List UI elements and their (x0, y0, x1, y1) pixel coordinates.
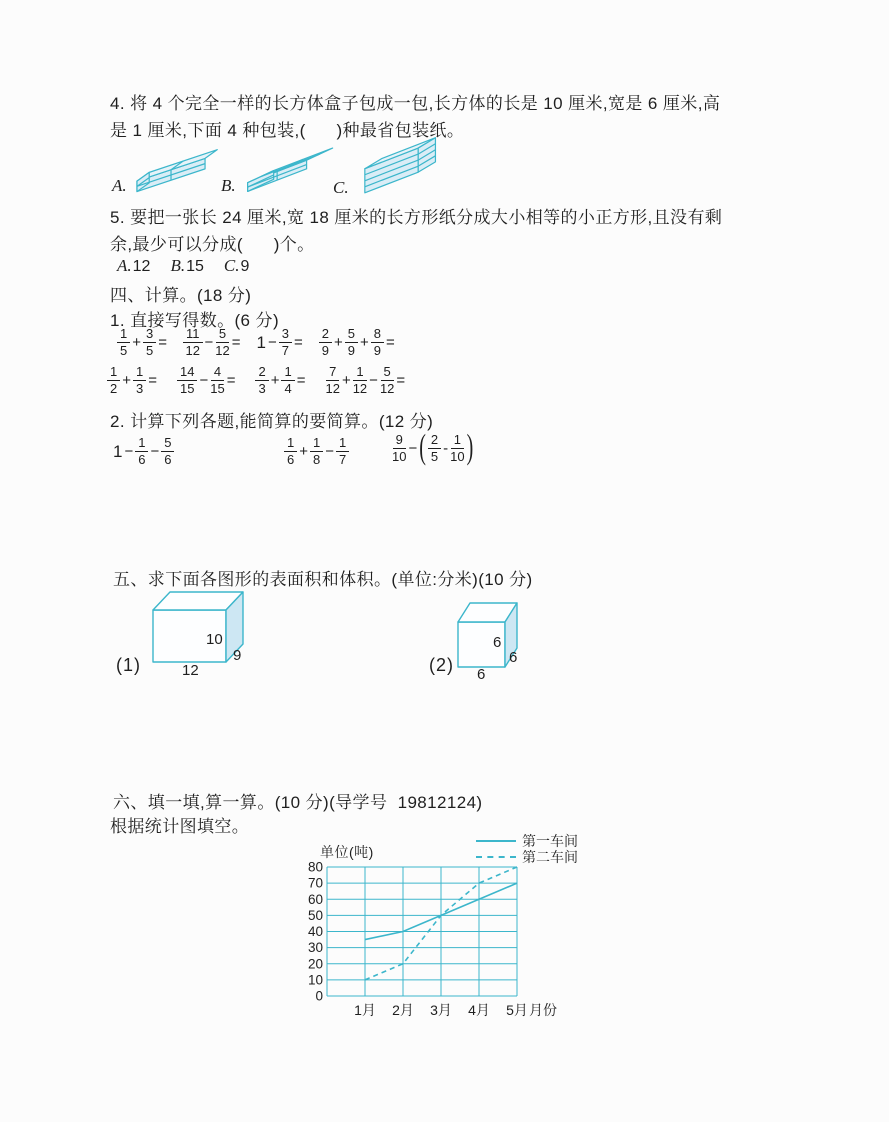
operator: = (296, 372, 306, 390)
section-4-sub2-title: 2. 计算下列各题,能简算的要简算。(12 分) (110, 412, 434, 431)
legend-solid-line-icon (476, 840, 516, 842)
legend-label-workshop-2: 第二车间 (522, 849, 578, 865)
x-tick-label: 5月 (506, 1002, 528, 1018)
fraction: $\frac{1}{2}$ (107, 365, 120, 397)
fraction: $\frac{1}{5}$ (117, 327, 130, 359)
option-a-letter: A. (117, 256, 132, 275)
x-tick-label: 4月 (468, 1002, 490, 1018)
question-5-line-1: 5. 要把一张长 24 厘米,宽 18 厘米的长方形纸分成大小相等的小正方形,且没有剩 (110, 208, 723, 227)
token: 1 (113, 441, 123, 461)
expression-1-2-plus-1-3 (106, 365, 158, 397)
fraction: $\frac{1}{8}$ (310, 436, 323, 468)
y-tick-label: 10 (307, 972, 323, 988)
operator: = (226, 372, 236, 390)
fraction: $\frac{1}{6}$ (135, 436, 148, 468)
y-tick-label: 50 (307, 907, 323, 923)
operator: − (408, 440, 418, 458)
expression-2-9-plus-5-9-plus-8-9 (318, 327, 396, 359)
fraction: $\frac{3}{5}$ (143, 327, 156, 359)
token: 1 (256, 332, 266, 352)
fraction: $\frac{5}{9}$ (345, 327, 358, 359)
operator: − (369, 372, 378, 390)
dimension-label-length: 12 (182, 662, 199, 679)
operator: + (299, 443, 308, 461)
expression-7-12-plus-1-12-minus-5-12 (324, 365, 406, 397)
simplify-expression-2 (283, 436, 350, 468)
option-b-label: B. (221, 176, 236, 195)
question-5-line-2: 余,最少可以分成( )个。 (110, 235, 315, 254)
y-tick-label: 60 (307, 891, 323, 907)
operator: = (231, 334, 241, 352)
fraction: $\frac{5}{12}$ (379, 364, 395, 397)
operator: + (333, 334, 343, 352)
question-5-options (117, 256, 249, 276)
y-tick-label: 30 (307, 940, 323, 956)
operator: − (267, 334, 277, 352)
fraction: $\frac{2}{5}$ (428, 433, 441, 465)
fraction: $\frac{14}{15}$ (177, 365, 197, 397)
package-option-a (112, 140, 226, 196)
fraction: $\frac{1}{7}$ (336, 436, 349, 468)
package-option-c (333, 136, 450, 198)
section-6-title: 六、填一填,算一算。(10 分)(导学号 19812124) (113, 793, 483, 812)
section-6-subtitle: 根据统计图填空。 (110, 817, 250, 836)
option-c-label: C. (333, 178, 349, 197)
y-tick-label: 40 (307, 924, 323, 939)
option-b (170, 256, 203, 276)
simplify-expression-1 (112, 436, 175, 468)
question-4-line-2: 是 1 厘米,下面 4 种包装,( )种最省包装纸。 (110, 121, 465, 140)
option-a-value: 12 (132, 258, 151, 275)
expression-11-12-minus-5-12 (182, 327, 242, 359)
operator: = (158, 334, 167, 352)
fraction: $\frac{1}{6}$ (284, 436, 297, 468)
chart-plot-area (300, 857, 600, 1029)
y-tick-label: 20 (307, 956, 323, 972)
fraction: $\frac{1}{3}$ (133, 365, 146, 397)
fraction: $\frac{4}{15}$ (210, 364, 225, 397)
question-4-line-1: 4. 将 4 个完全一样的长方体盒子包成一包,长方体的长是 10 厘米,宽是 6 厘米,高 (110, 94, 721, 113)
operator: + (132, 334, 141, 352)
fraction: $\frac{8}{9}$ (371, 327, 384, 359)
production-line-chart (300, 833, 640, 1045)
fraction: $\frac{1}{12}$ (352, 364, 368, 397)
operator: − (199, 372, 209, 390)
dimension-label-height: 10 (206, 631, 223, 648)
fraction: $\frac{1}{10}$ (450, 432, 465, 465)
operator: − (150, 443, 160, 461)
operator: + (341, 372, 351, 390)
x-tick-label: 1月 (354, 1002, 376, 1018)
option-a-label: A. (112, 176, 127, 195)
expression-1-5-plus-3-5 (116, 327, 168, 359)
fraction: $\frac{5}{6}$ (161, 436, 174, 468)
cube-label-front: 6 (493, 634, 502, 651)
operator: = (148, 372, 157, 390)
section-4-sub1-title: 1. 直接写得数。(6 分) (110, 311, 280, 330)
fraction: $\frac{11}{12}$ (183, 327, 203, 359)
operator: - (443, 440, 449, 458)
operator: = (293, 334, 303, 352)
dimension-label-depth: 9 (233, 647, 242, 664)
quick-calc-row-1 (116, 327, 396, 359)
cube-label-depth: 6 (509, 649, 518, 666)
quick-calc-row-2 (106, 365, 406, 397)
operator: = (385, 334, 395, 352)
box-diagram-a (130, 140, 226, 196)
x-axis-title: 月份 (529, 1002, 557, 1018)
section-5-title: 五、求下面各图形的表面积和体积。(单位:分米)(10 分) (113, 570, 533, 589)
fraction: $\frac{1}{4}$ (281, 365, 294, 397)
option-b-letter: B. (170, 256, 186, 275)
fraction: $\frac{2}{9}$ (319, 327, 332, 359)
operator: − (325, 443, 334, 461)
fraction: $\frac{3}{7}$ (279, 327, 292, 359)
token: ( (419, 428, 426, 468)
token: ) (466, 428, 474, 468)
option-b-value: 15 (186, 258, 204, 275)
fraction: $\frac{2}{3}$ (255, 365, 268, 397)
cube-label-bottom: 6 (477, 666, 486, 683)
package-option-b (221, 140, 343, 196)
expression-2-3-plus-1-4 (254, 365, 306, 397)
fraction: $\frac{9}{10}$ (392, 432, 407, 465)
simplify-expression-3 (391, 428, 474, 468)
option-c-letter: C. (223, 256, 240, 275)
operator: − (204, 334, 214, 352)
expression-14-15-minus-4-15 (176, 365, 236, 397)
figure-1-label: (1) (116, 655, 141, 675)
box-diagram-c (352, 136, 450, 198)
option-c (224, 256, 250, 276)
operator: + (359, 334, 369, 352)
expression-1-minus-3-7 (256, 327, 304, 359)
legend-label-workshop-1: 第一车间 (522, 833, 578, 849)
y-tick-label: 80 (307, 859, 323, 875)
chart-unit-label: 单位(吨) (320, 844, 374, 860)
operator: − (124, 443, 134, 461)
figure-2-label: (2) (429, 655, 454, 675)
box-diagram-b (239, 140, 343, 196)
section-4-title: 四、计算。(18 分) (110, 286, 252, 305)
figure-1-cuboid (148, 586, 268, 681)
x-tick-label: 3月 (430, 1002, 452, 1018)
operator: + (122, 372, 131, 390)
option-c-value: 9 (240, 258, 250, 275)
fraction: $\frac{7}{12}$ (325, 364, 340, 397)
y-tick-label: 70 (307, 875, 323, 891)
operator: + (270, 372, 280, 390)
y-tick-label: 0 (315, 988, 323, 1004)
x-tick-label: 2月 (392, 1002, 414, 1018)
option-a (117, 256, 150, 276)
operator: = (396, 372, 406, 390)
fraction: $\frac{5}{12}$ (215, 326, 230, 359)
